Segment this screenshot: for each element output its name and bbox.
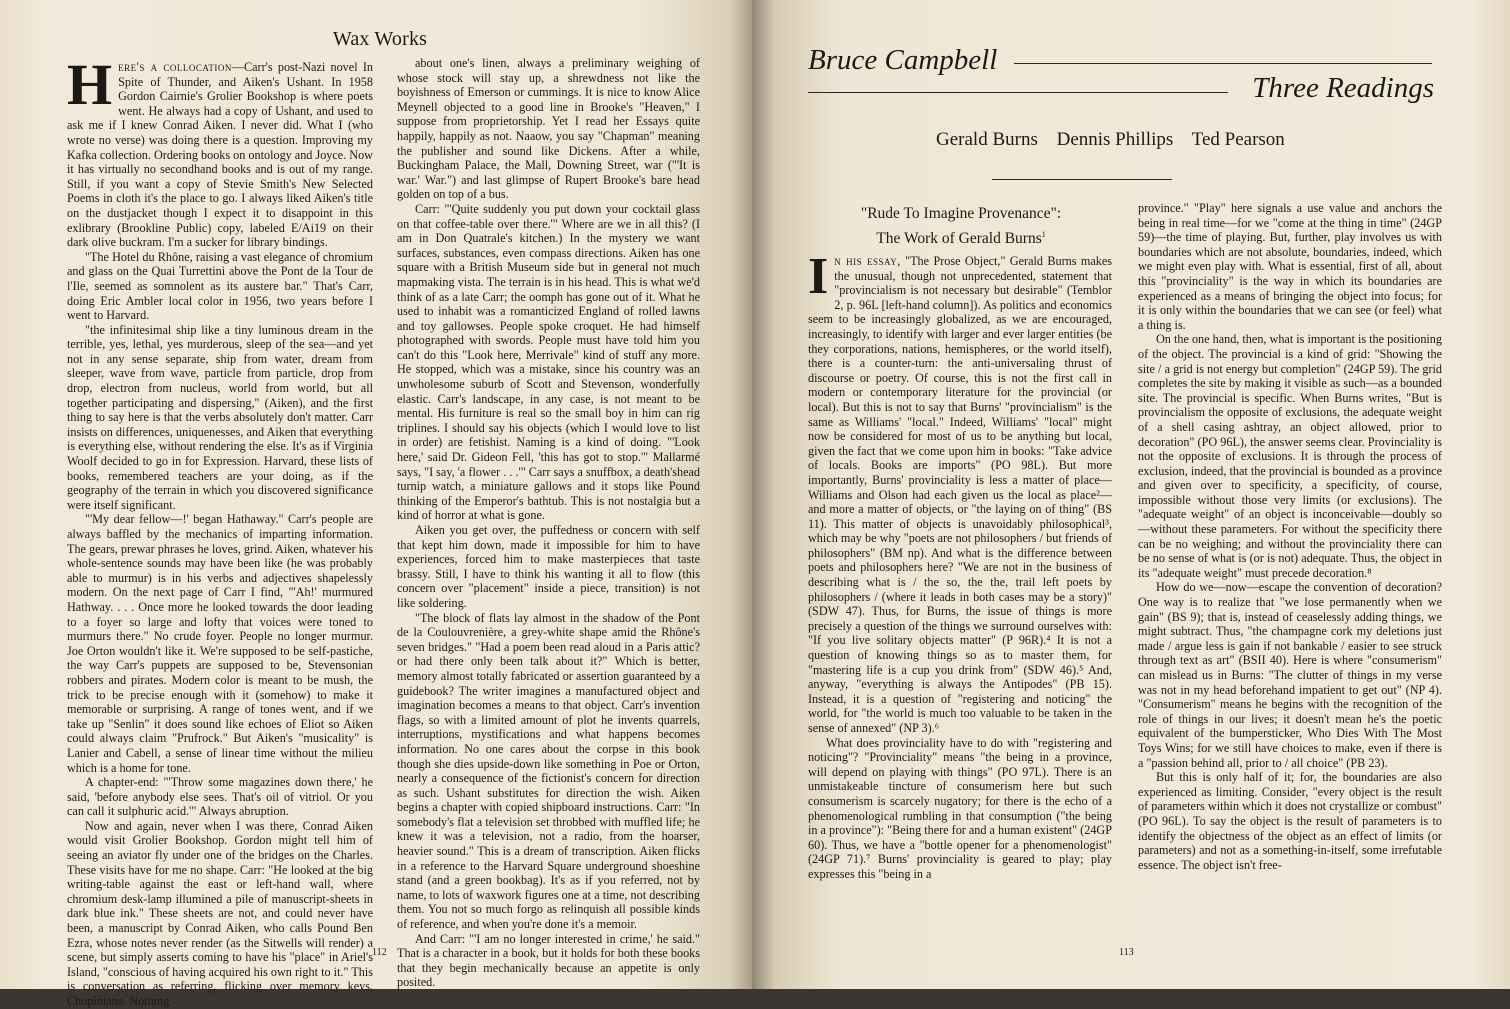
paragraph-text: And Carr: "'I am no longer interested in crime,' he said." That is a character in a book, but it holds for both these books that they begin mechanically because an appetite is only posited. xyxy=(397,931,700,990)
small-caps-lead: ere's a collocation xyxy=(118,60,232,74)
paragraph xyxy=(1138,770,1442,872)
paragraph-text: Aiken you get over, the puffedness or concern with self that kept him down, made it impossible for him to have experiences, forced him to make masterpieces that taste brassy. Still, I have to think his wanting it all to flow (this concern over "placement" inside a piece, transition) is not like soldering. xyxy=(397,523,700,610)
paragraph xyxy=(67,52,373,250)
paragraph-text: "'My dear fellow—!' began Hathaway." Carr's people are always baffled by the mechanics of imparting information. The gears, prewar phrases he loves, grind. Aiken, whatever his whole-sentence sounds may have been like (he was probably able to murmur) is in his verbs and adjectives shapelessly modern. On the next page of Carr I find, "'Ah!' murmured Hathway. . . . Once more he looked towards the door leading to a foyer so large and lofty that voices were toned to murmurs there." No crude foyer. People no longer murmur. Joe Orton wouldn't like it. We're supposed to be self-pastiche, the way Carr's puppets are supposed to be, Stevensonian robbers and pirates. Modern color is meant to be mush, the trick to be precise enough with it (somehow) to make it memorable or surprising. A range of tones went, and if we take up "Senlin" it does sound like echoes of Eliot so Aiken could always claim "Prufrock." But Aiken's "musicality" is Lanier and Cabell, a sense of linear time without the milieu which is a home for tone. xyxy=(67,512,373,775)
title-rule-bottom xyxy=(808,92,1228,93)
essay-title-line-1: "Rude To Imagine Provenance": xyxy=(860,205,1062,222)
paragraph-text: Carr: "'Quite suddenly you put down your cocktail glass on that coffee-table over there.'" Where are we in all this? (I am in Don Quatrale's kitchen.) In the mystery we want surfaces, substances, even compass directions. Aiken has one square with a British Museum side but in general not much mapmaking vista. The terrain is in his head. This is what we'd think of as a late Carr; the oomph has gone out of it. What he used to inhabit was a romanticized England of rolled lawns and toy gallowses. People spoke croquet. He had himself photographed with swords. People must have told him you can't do this "Look here, Merrivale" kind of stuff any more. He stopped, which was a mistake, since his country was an unwholesome suburb of Scott and Stevenson, wonderfully elastic. Carr's landscape, in any case, is not meant to be mental. His furniture is real so the small boy in him can rig triplines. I should say his objects (which I would love to list in order) are fetishist. Naming is a kind of doing. "'Look here,' said Dr. Gideon Fell, 'this has got to stop.'" Mallarmé says, "I say, 'a flower . . .'" Carr says a snuffbox, a death'shead turnip watch, a miniature gallows and it stops like Pound thinking of the Emperor's bathtub. This is not nostalgia but a kind of horror at what is gone. xyxy=(397,201,700,523)
running-head: Wax Works xyxy=(332,28,428,50)
poet-name: Dennis Phillips xyxy=(1056,129,1174,150)
section-title: Three Readings xyxy=(1252,72,1434,104)
paragraph xyxy=(67,323,373,513)
page-number-left: 112 xyxy=(372,947,387,958)
paragraph xyxy=(397,932,700,990)
paragraph-text: Now and again, never when I was there, Conrad Aiken would visit Grolier Bookshop. Gordon might tell him of seeing an aviator fly under one of the bridges on the Charles. These visits have for me no shape. Carr: "He looked at the big writing-table against the east or left-hand wall, where chromium desk-lamp illumined a pile of manuscript-sheets in dark blue ink." These sheets are not, and could never have been, a manuscript by Conrad Aiken, who calls Pound Ben Ezra, whose notes never render (as the Sitwells will render) a scene, but simply asserts coming to have his "place" in Ariel's Island, "conscious of having acquired his own right to it." This is conversation as referring, flicking over memory keys, Chopiniana. Nothing xyxy=(67,818,373,1008)
paragraph-text: What does provinciality have to do with "registering and noticing"? "Provinciality" means "the being in a province, will depend on playing with things" (PO 97L). There is an unmistakeable tincture of consumerism here but such consumerism is scarcely nugatory; for there is the echo of a phenomenological rumbling in that consumption ("the being in a province"): "Being there for and a human existent" (24GP 60). Thus, we have a "bottle opener for a phenomenologist" (24GP 71).⁷ Burns' provinciality is geared to play; play expresses this "being in a xyxy=(808,735,1112,881)
left-column-1 xyxy=(67,52,373,1008)
paragraph-text: province." "Play" here signals a use value and anchors the being in real time—for we "come at the thing in time" (24GP 59)—the time of playing. But, further, play involves us with boundaries which are not absolute, boundaries, indeed, which we might even play with. What is essential, first of all, about this "provinciality" is the way in which its boundaries are experienced as a means of bringing the object into focus; for it is only within the boundaries that we can see (or feel) what a thing is. xyxy=(1138,201,1442,332)
paragraph xyxy=(67,819,373,1009)
essay-title-line-2 xyxy=(810,224,1112,249)
left-column-2 xyxy=(397,56,700,990)
poet-rule xyxy=(992,179,1172,180)
essay-title xyxy=(810,203,1112,249)
paragraph xyxy=(808,736,1112,882)
paragraph-text: How do we—now—escape the convention of decoration? One way is to realize that "we lose permanently when we gain" (BS 9); that is, instead of ceaselessly adding things, we might subtract. Thus, "the champagne cork my deletions just made / argue less is gain if not bankable / easier to see struck through text as art" (BSII 40). Here is where "consumerism" can mislead us in Burns: "The clutter of things in my verse was not in my head beforehand impatient to get out" (NP 4). "Consumerism" means he begins with the recognition of the role of things in our lives; it doesn't mean he's the poetic equivalent of the bumpersticker, Who Dies With The Most Toys Wins; for we still have choices to make, even if there is a "passion behind all, prior to / all choice" (PB 23). xyxy=(1138,580,1442,770)
paragraph xyxy=(1138,332,1442,580)
paragraph-text: —Carr's post-Nazi novel In Spite of Thunder, and Aiken's Ushant. In 1958 Gordon Cairnie's Grolier Bookshop is where poets went. He always had a copy of Ushant, and used to ask me if I knew Conrad Aiken. I never did. What I (who wrote no verse) was doing there is a question. Improving my Kafka collection. Ordering books on ontology and Joyce. Now it has virtually no secondhand books and is out of my range. Still, if you want a copy of Stevie Smith's New Selected Poems in cloth it's the place to go. I always liked Aiken's title on the dustjacket though I expect it to disappoint in this exlibrary (Brookline Public) copy, labeled E/Ai19 on their dark olive buckram. I'm a sucker for library bindings. xyxy=(67,60,373,250)
paragraph xyxy=(67,775,373,819)
paragraph xyxy=(397,56,700,202)
drop-cap: H xyxy=(67,52,113,117)
drop-cap: I xyxy=(808,248,829,305)
paragraph-text: "the infinitesimal ship like a tiny luminous dream in the terrible, yes, lethal, yes murderous, sleep of the sea—and yet not in any sense separate, ship from water, dream from sleeper, wave from wave, particle from particle, drop from drop, electron from nucleus, world from world, but all together participating and dispersing," (Aiken), and the first thing to say here is that the verbs absolutely don't matter. Carr insists on differences, uniquenesses, and Aiken that everything is everything else, without rendering the else. It's as if Virginia Woolf decided to go in for Expression. Harvard, these lists of books, remembered teachers are your doing, as if the geography of the terrain in which you discovered significance were itself significant. xyxy=(67,322,373,512)
paragraph-text: "The Prose Object," Gerald Burns makes the unusual, though not unprecedented, statement that "provincialism is not necessary but desirable" (Temblor 2, p. 96L [left-hand column]). As politics and economics seem to be increasingly globalized, as we are encouraged, increasingly, to identify with larger and ever larger entities (be they corporations, nations, hemispheres, or the world itself), there is a counter-turn: the anti-universaling thrust of discourse or poetry. Of course, this is not the first call in modern or contemporary literature for the provincial (or local). But this is not to say that Burns' "provincialism" is the same as Williams' "local." Indeed, Williams' "local" might now be considered for most of us to be anything but local, given the fact that we come upon him in books: "Take advice of locals. Books are imports" (PO 98L). But more importantly, Burns' provinciality is less a matter of place—Williams and Olson had each given us the local as place²—and more a matter of objects, or "the laying on of thing" (BS 11). This matter of objects is unavoidably philosophical³, which may be why "poets are not philosophers / but friends of philosophers" (BM np). And what is the difference between poets and philosophers here? "We are not in the business of describing what is / the so, the the, trail left poets by philosophers / (where it leads in both cases may be a story)" (SDW 47). Thus, for Burns, the issue of things is more precisely a question of the things we surround ourselves with: "If you live solitary objects matter" (P 96R).⁴ It is not a question of knowing things so as to master them, for "mastering life is a cup you drink from" (SDW 46).⁵ And, anyway, "everything is always the Antipodes" (PB 15). Instead, it is a question of "registering and noticing" the world, for "the world is much too valuable to be taken in the sense of annexed" (NP 3).⁶ xyxy=(808,254,1113,735)
poet-name: Gerald Burns xyxy=(936,129,1038,150)
paragraph-text: "The Hotel du Rhône, raising a vast elegance of chromium and glass on the Quai Turrettini above the Pont de la Tour de l'Ile, seemed as somnolent as its austere bar." That's Carr, doing Eric Ambler local color in 1956, two years before I went to Harvard. xyxy=(67,249,373,323)
left-page xyxy=(0,0,752,1008)
paragraph-text: But this is only half of it; for, the boundaries are also experienced as limiting. Consider, "every object is the result of parameters within which it does not crystallize or combust" (PO 96L). To say the object is the result of parameters is to identify the objectness of the object as an effect of limits (or parameters) and not as a something-in-itself, some irrefutable essence. The object isn't free- xyxy=(1138,770,1442,872)
footnote-marker: 1 xyxy=(1041,230,1046,239)
paragraph xyxy=(808,248,1113,736)
paragraph xyxy=(1138,580,1442,770)
essay-title-text: The Work of Gerald Burns xyxy=(876,230,1042,248)
poet-list xyxy=(936,129,1299,151)
title-rule-top xyxy=(1014,63,1432,64)
paragraph-text: about one's linen, always a preliminary weighing of whose stock will stay up, a shrewdness not like the boyishness of Emerson or cummings. It is nice to know Alice Meynell objected to a good line in Brooke's "Heaven," I suppose from proprietorship. Yet I read her Essays quite happily, happily as not. Naaow, you say "Chapman" meaning the publisher and sound like Dickens. After a while, Buckingham Palace, the Mall, Downing Street, war ("'It is war.' War.") and last glimpse of Rupert Brooke's bare head golden on top of a bus. xyxy=(397,56,700,202)
paragraph xyxy=(397,523,700,611)
paragraph-text: A chapter-end: "'Throw some magazines down there,' he said, 'before anybody else sees. That's oil of vitriol. Or you can call it sulphuric acid.'" Always abruption. xyxy=(67,775,373,819)
poet-name: Ted Pearson xyxy=(1191,129,1285,150)
author-name: Bruce Campbell xyxy=(808,44,998,76)
right-page xyxy=(752,0,1510,989)
paragraph xyxy=(67,512,373,775)
paragraph xyxy=(1138,201,1442,332)
page-number-right: 113 xyxy=(1119,947,1134,958)
paragraph-text: "The block of flats lay almost in the shadow of the Pont de la Coulouvrenière, a grey-white shape amid the Rhône's seven bridges." "Had a poem been read aloud in a Paris attic? or had there only been talk about it?" Which is better, memory almost totally fabricated or assertion guaranteed by a guidebook? The writer imagines a manufactured object and imagination becomes a means to that object. Carr's invention flags, so with a limited amount of plot he invents quarrels, interruptions, mystifications and what happens becomes information. No one cares about the corpse in this book though she dies upside-down like something in Poe or Orton, nearly a consequence of the fictionist's concern for direction as such. Ushant substitutes for direction the wish. Aiken begins a chapter with copied shipboard instructions. Carr: "In somebody's flat a television set throbbed with muffled life; he knew it was a television, not a radio, from the hoarser, heavier sound." This is a dream of transcription. Aiken flicks in a reference to the Harvard Square underground shoeshine stand (and a green bookbag). It's as if you referred, not by name, to lots of waxwork figures one at a time, not describing them. You not so much forgo as relinquish all possible kinds of reference, and when you're done it's a memoir. xyxy=(397,610,700,932)
paragraph xyxy=(67,250,373,323)
small-caps-lead: n his essay, xyxy=(834,254,901,268)
paragraph xyxy=(397,611,700,932)
right-column-1 xyxy=(808,248,1113,914)
paragraph xyxy=(397,202,700,523)
paragraph-text: On the one hand, then, what is important is the positioning of the object. The provincial is a kind of grid: "Showing the site / a grid is not energy but completion" (24GP 59). The grid completes the site by making it visible as such—as a bounded site. The provincial is specific. When Burns writes, "But is provincialism the opposite of exclusions, the adequate weight of a shell casing ashtray, an object allowed, prior to decoration" (PO 96L), the answer seems clear. Provinciality is not the opposite of exclusions. It is through the process of exclusion, indeed, that the provincial is bounded as a province and given over to specificity, a specificity, of course, impossible without those very limits (or exclusions). The "adequate weight" of an object is inconceivable—doubly so—without these parameters. For without the specificity there can be no weighing; and without the provinciality there can be no sense of what is (or is not) adequate. Thus, the object in its "adequate weight" must precede decoration.⁸ xyxy=(1138,332,1442,580)
right-column-2 xyxy=(1138,201,1442,921)
